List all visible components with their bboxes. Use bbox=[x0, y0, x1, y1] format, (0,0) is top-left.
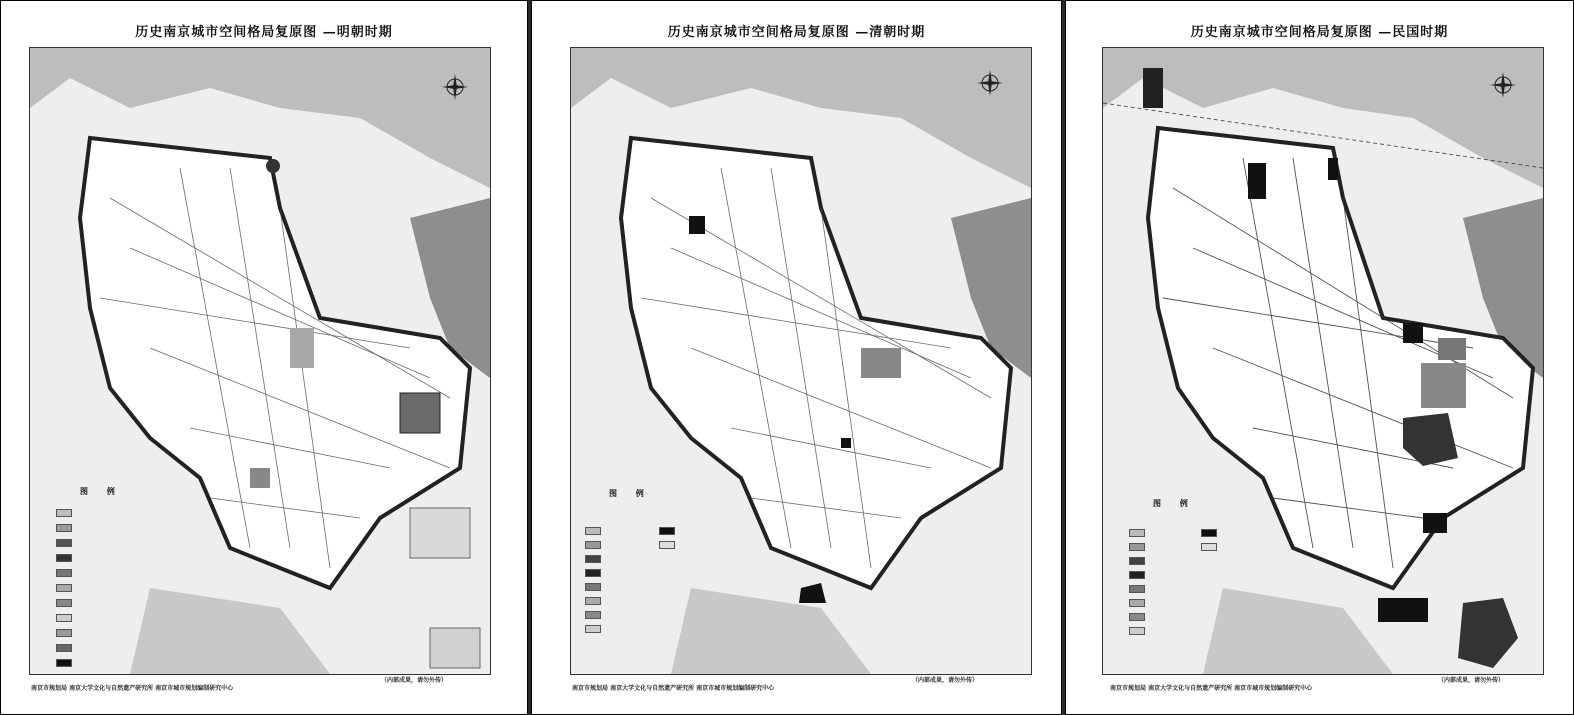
footer-note: （内部成果，请勿外传） bbox=[381, 677, 448, 684]
legend-title: 图 例 bbox=[1153, 499, 1196, 508]
panel-title: 历史南京城市空间格局复原图 —明朝时期 bbox=[135, 25, 393, 40]
footer-credits: 南京市规划局 南京大学文化与自然遗产研究所 南京市城市规划编制研究中心 bbox=[31, 685, 234, 692]
footer-note: （内部成果，请勿外传） bbox=[912, 677, 979, 684]
panel-title: 历史南京城市空间格局复原图 —民国时期 bbox=[1190, 25, 1449, 40]
panel-title: 历史南京城市空间格局复原图 —清朝时期 bbox=[667, 25, 926, 40]
map-area bbox=[29, 47, 491, 675]
map-area bbox=[570, 47, 1032, 675]
map-graphic bbox=[571, 48, 1031, 674]
footer-note: （内部成果，请勿外传） bbox=[1438, 677, 1505, 684]
compass-rose-icon bbox=[440, 72, 470, 102]
map-graphic bbox=[1103, 48, 1543, 674]
map-area bbox=[1102, 47, 1544, 675]
footer-credits: 南京市规划局 南京大学文化与自然遗产研究所 南京市城市规划编制研究中心 bbox=[1110, 685, 1313, 692]
map-graphic bbox=[30, 48, 490, 674]
map-panel-ming bbox=[0, 0, 528, 715]
map-panel-qing bbox=[531, 0, 1062, 715]
compass-rose-icon bbox=[1488, 70, 1518, 100]
legend-title: 图 例 bbox=[80, 487, 123, 496]
compass-rose-icon bbox=[975, 68, 1005, 98]
footer-credits: 南京市规划局 南京大学文化与自然遗产研究所 南京市城市规划编制研究中心 bbox=[572, 685, 775, 692]
map-panel-republic bbox=[1065, 0, 1574, 715]
legend-title: 图 例 bbox=[609, 489, 652, 498]
